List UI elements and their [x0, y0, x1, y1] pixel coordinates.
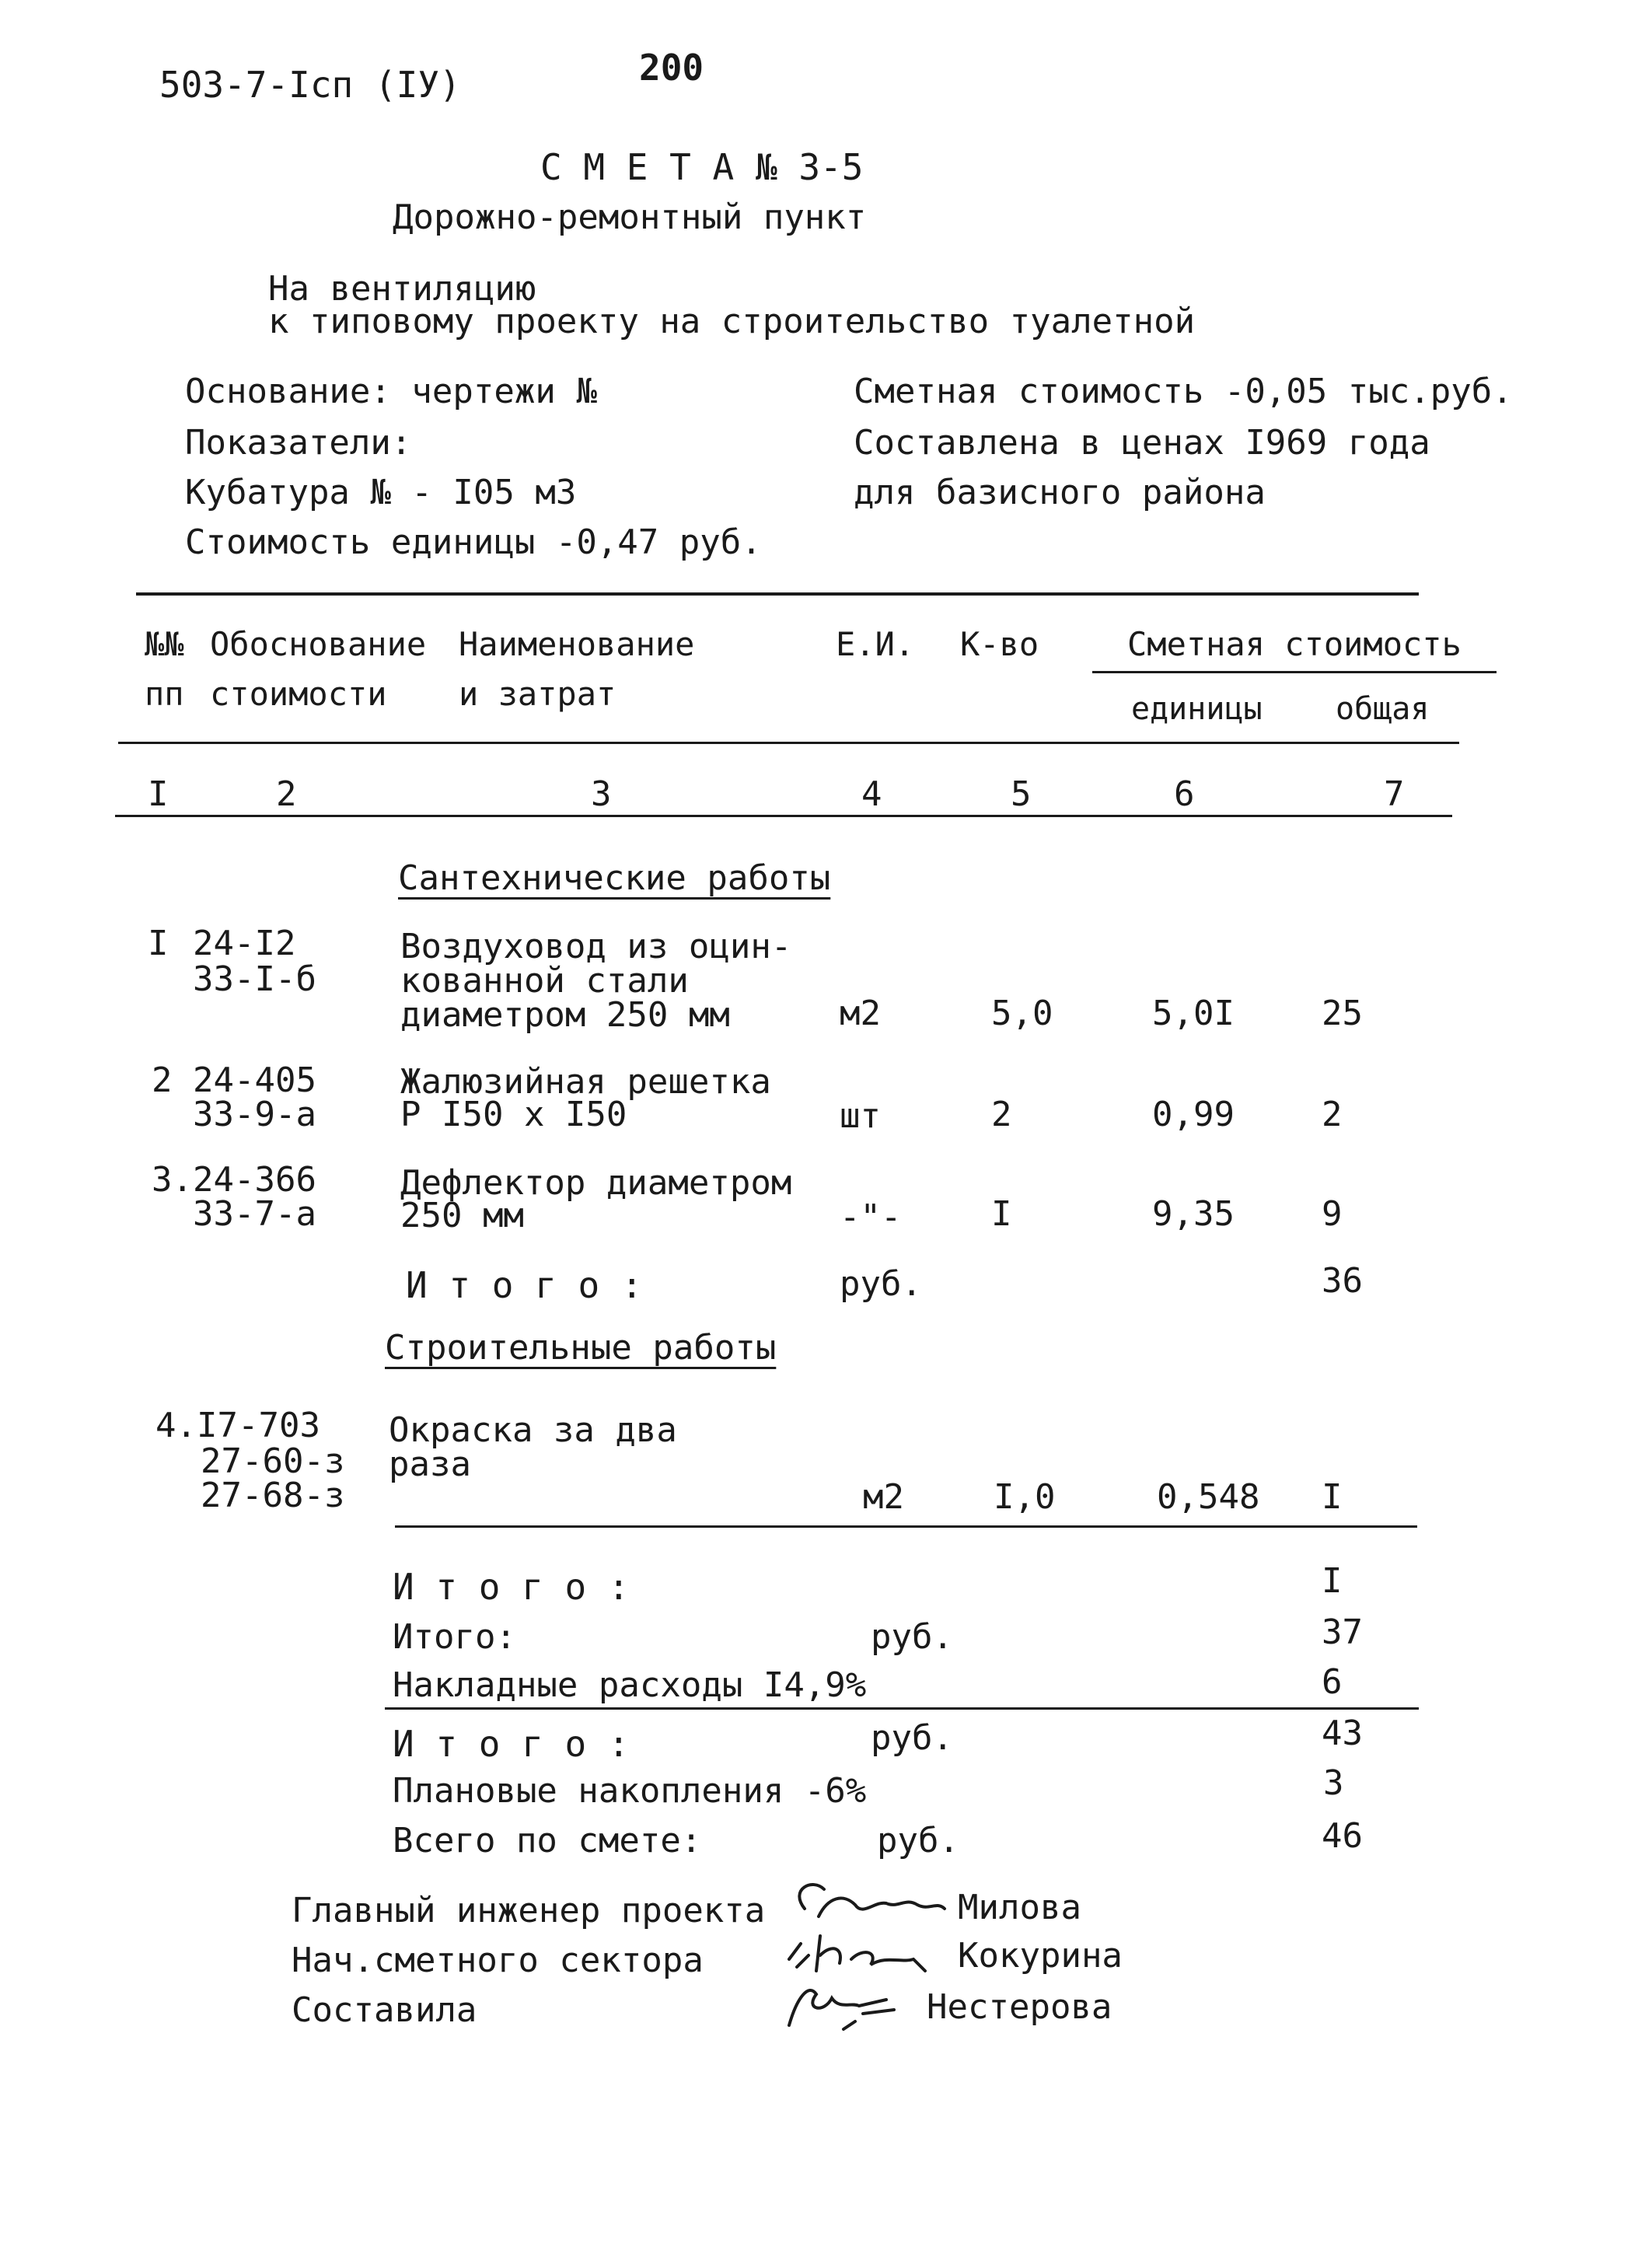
row-total: 9 — [1322, 1194, 1343, 1234]
row-code: 24-I2 — [193, 924, 296, 963]
section-title-plumbing: Сантехнические работы — [398, 858, 831, 898]
row-total: 2 — [1322, 1095, 1343, 1134]
volume-text: Кубатура № - I05 м3 — [185, 473, 577, 512]
signature-role: Составила — [292, 1990, 477, 2030]
row-qty: I — [991, 1194, 1012, 1234]
indicators-label: Показатели: — [185, 423, 412, 463]
document-subtitle: Дорожно-ремонтный пункт — [393, 197, 867, 237]
header-col3-line2: и затрат — [459, 675, 616, 713]
subtotal-unit: руб. — [840, 1264, 922, 1304]
row-price: 0,548 — [1157, 1477, 1260, 1517]
header-split-rule — [1092, 671, 1497, 673]
row-price: 0,99 — [1152, 1095, 1235, 1134]
row-total: 25 — [1322, 994, 1363, 1033]
total-value: 6 — [1322, 1662, 1343, 1702]
column-number: 5 — [1011, 774, 1032, 814]
signature-name: Нестерова — [927, 1987, 1112, 2027]
row-unit: -"- — [840, 1197, 902, 1237]
document-code: 503-7-Iсп (IУ) — [159, 64, 461, 106]
row-code: 33-I-б — [193, 959, 316, 999]
signature-role: Нач.сметного сектора — [292, 1941, 704, 1980]
row-number: I — [148, 924, 169, 963]
prices-line-1: Составлена в ценах I969 года — [854, 423, 1430, 463]
header-col1-line2: пп — [145, 675, 184, 713]
row-price: 5,0I — [1152, 994, 1235, 1033]
row-code: 24-366 — [193, 1160, 316, 1200]
header-col3-line1: Наименование — [459, 625, 695, 663]
row-unit: м2 — [863, 1477, 904, 1517]
total-unit: руб. — [877, 1821, 959, 1860]
table-top-rule — [136, 592, 1419, 596]
header-col1-line1: №№ — [145, 625, 184, 663]
total-value: 37 — [1322, 1612, 1363, 1652]
header-col2-line2: стоимости — [210, 675, 387, 713]
header-col2-line1: Обоснование — [210, 625, 427, 663]
unit-cost-text: Стоимость единицы -0,47 руб. — [185, 522, 762, 562]
total-label: И т о г о : — [393, 1566, 630, 1608]
header-col7: общая — [1336, 691, 1430, 727]
row-price: 9,35 — [1152, 1194, 1235, 1234]
header-col4: Е.И. — [836, 625, 915, 663]
row-name: Окраска за два — [389, 1410, 677, 1450]
signature-name: Кокурина — [958, 1936, 1123, 1976]
row-code: 27-68-з — [201, 1476, 345, 1515]
column-number: I — [148, 774, 169, 814]
total-label: И т о г о : — [393, 1723, 630, 1765]
subtotal-value: 36 — [1322, 1261, 1363, 1301]
prices-line-2: для базисного района — [854, 473, 1266, 512]
header-col67: Сметная стоимость — [1127, 625, 1462, 663]
row-code: 24-405 — [193, 1060, 316, 1100]
row-code: 33-9-а — [193, 1095, 316, 1134]
row-total: I — [1322, 1477, 1343, 1517]
header-bottom-rule — [118, 742, 1459, 744]
column-number: 7 — [1384, 774, 1405, 814]
page-number: 200 — [639, 47, 704, 89]
row-qty: 2 — [991, 1095, 1012, 1134]
column-numbers-rule — [115, 815, 1452, 817]
column-number: 6 — [1174, 774, 1195, 814]
total-unit: руб. — [871, 1617, 953, 1657]
row-qty: I,0 — [994, 1477, 1056, 1517]
total-unit: руб. — [871, 1718, 953, 1758]
row-qty: 5,0 — [991, 994, 1053, 1033]
row-code: I7-703 — [197, 1406, 320, 1445]
section2-bottom-rule — [395, 1525, 1417, 1528]
basis-text: Основание: чертежи № — [185, 372, 597, 411]
overhead-rule — [385, 1707, 1419, 1710]
total-value: 3 — [1323, 1763, 1344, 1803]
column-number: 4 — [861, 774, 882, 814]
total-value: I — [1322, 1561, 1343, 1601]
estimated-cost-text: Сметная стоимость -0,05 тыс.руб. — [854, 372, 1513, 411]
total-value: 43 — [1322, 1714, 1363, 1753]
row-name: Жалюзийная решетка — [400, 1062, 771, 1102]
total-label: Плановые накопления -6% — [393, 1771, 867, 1811]
row-number: 4. — [155, 1406, 197, 1445]
row-code: 27-60-з — [201, 1441, 345, 1481]
row-name: раза — [389, 1445, 471, 1484]
purpose-line-2: к типовому проекту на строительство туалетной — [268, 302, 1196, 341]
row-number: 3. — [152, 1160, 193, 1200]
signature-name: Милова — [958, 1888, 1081, 1927]
row-number: 2 — [152, 1060, 173, 1100]
row-name: Воздуховод из оцин- — [400, 927, 792, 966]
row-name: Дефлектор диаметром — [400, 1163, 792, 1203]
header-col5: К-во — [960, 625, 1039, 663]
section-title-construction: Строительные работы — [385, 1328, 777, 1368]
subtotal-label: И т о г о : — [406, 1264, 643, 1306]
total-label: Накладные расходы I4,9% — [393, 1665, 867, 1705]
total-label: Итого: — [393, 1617, 516, 1657]
row-name: 250 мм — [400, 1196, 524, 1235]
total-label: Всего по смете: — [393, 1821, 702, 1860]
total-value: 46 — [1322, 1816, 1363, 1856]
signature-role: Главный инженер проекта — [292, 1891, 766, 1930]
handwritten-signature-3 — [770, 1967, 941, 2045]
row-name: диаметром 250 мм — [400, 995, 730, 1035]
column-number: 3 — [591, 774, 612, 814]
purpose-line-1: На вентиляцию — [268, 269, 536, 309]
column-number: 2 — [276, 774, 297, 814]
header-col6: единицы — [1131, 691, 1263, 727]
row-name: Р I50 х I50 — [400, 1095, 627, 1134]
document-title: С М Е Т А № 3-5 — [540, 146, 864, 188]
row-unit: шт — [840, 1096, 881, 1136]
row-code: 33-7-а — [193, 1194, 316, 1234]
row-name: кованной стали — [400, 961, 689, 1001]
row-unit: м2 — [840, 994, 881, 1033]
